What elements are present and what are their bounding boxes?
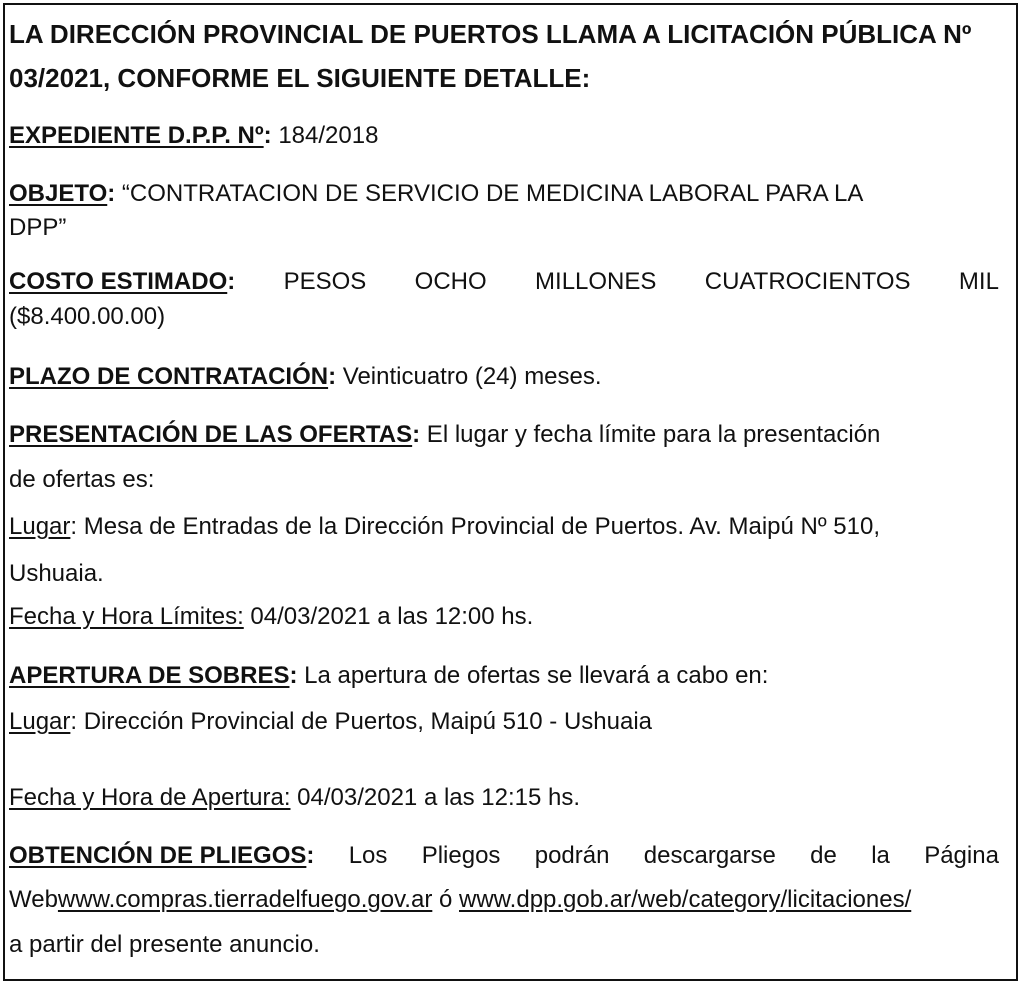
costo-word: PESOS — [283, 268, 367, 295]
presentacion-row — [9, 421, 880, 449]
plazo-sep: : — [328, 363, 337, 390]
notice-heading-line-2: 03/2021, CONFORME EL SIGUIENTE DETALLE: — [9, 63, 591, 93]
obtencion-word: podrán — [534, 842, 610, 869]
apertura-lugar-row — [9, 708, 652, 736]
apertura-label: APERTURA DE SOBRES — [9, 662, 290, 689]
obtencion-web-prefix: Web — [9, 886, 58, 913]
expediente-sep: : — [263, 122, 272, 149]
obtencion-word: Página — [924, 842, 999, 869]
obtencion-sep: : — [306, 842, 315, 869]
presentacion-lugar-label: Lugar — [9, 513, 71, 540]
presentacion-fecha-row — [9, 603, 533, 631]
presentacion-value-line-2: de ofertas es: — [9, 466, 155, 493]
obtencion-word: la — [871, 842, 890, 869]
compras-link[interactable]: www.compras.tierradelfuego.gov.ar — [57, 886, 433, 913]
obtencion-word: de — [810, 842, 837, 869]
presentacion-lugar-line-2: Ushuaia. — [9, 560, 104, 587]
presentacion-lugar-row — [9, 513, 880, 541]
costo-word: MIL — [958, 268, 999, 295]
apertura-fecha-label: Fecha y Hora de Apertura: — [9, 784, 291, 811]
plazo-row — [9, 363, 602, 391]
expediente-row — [9, 122, 378, 150]
obtencion-word: Los — [348, 842, 388, 869]
costo-label-group — [9, 268, 235, 296]
notice-heading-line-1: LA DIRECCIÓN PROVINCIAL DE PUERTOS LLAMA A LICITACIÓN PÚBLICA Nº — [9, 19, 972, 49]
costo-word: OCHO — [414, 268, 487, 295]
costo-word: CUATROCIENTOS — [704, 268, 911, 295]
costo-word: MILLONES — [535, 268, 657, 295]
expediente-value: 184/2018 — [278, 122, 379, 149]
apertura-lugar-label: Lugar — [9, 708, 71, 735]
dpp-licitaciones-link[interactable]: www.dpp.gob.ar/web/category/licitaciones/ — [459, 886, 912, 913]
costo-label: COSTO ESTIMADO — [9, 268, 228, 295]
obtencion-row — [9, 842, 999, 870]
presentacion-value-line-1: El lugar y fecha límite para la presentación — [420, 421, 881, 448]
apertura-fecha-value: 04/03/2021 a las 12:15 hs. — [290, 784, 581, 811]
presentacion-label: PRESENTACIÓN DE LAS OFERTAS — [9, 421, 413, 448]
obtencion-link-sep: ó — [432, 886, 459, 913]
expediente-label: EXPEDIENTE D.P.P. Nº — [9, 122, 264, 149]
objeto-value-line-2: DPP” — [9, 214, 67, 241]
objeto-label: OBJETO — [9, 180, 108, 207]
presentacion-sep: : — [412, 421, 421, 448]
obtencion-value-line-3: a partir del presente anuncio. — [9, 931, 320, 958]
plazo-value: Veinticuatro (24) meses. — [336, 363, 602, 390]
costo-row — [9, 268, 999, 296]
presentacion-lugar-line-1: : Mesa de Entradas de la Dirección Provincial de Puertos. Av. Maipú Nº 510, — [70, 513, 881, 540]
objeto-row — [9, 180, 863, 208]
obtencion-label-group — [9, 842, 314, 870]
plazo-label: PLAZO DE CONTRATACIÓN — [9, 363, 329, 390]
apertura-fecha-row — [9, 784, 580, 812]
apertura-sep: : — [289, 662, 298, 689]
obtencion-links-row — [9, 886, 911, 914]
apertura-value: La apertura de ofertas se llevará a cabo en: — [297, 662, 769, 689]
obtencion-label: OBTENCIÓN DE PLIEGOS — [9, 842, 307, 869]
objeto-value-line-1: “CONTRATACION DE SERVICIO DE MEDICINA LABORAL PARA LA — [121, 180, 864, 207]
presentacion-fecha-value: 04/03/2021 a las 12:00 hs. — [243, 603, 534, 630]
presentacion-fecha-label: Fecha y Hora Límites: — [9, 603, 244, 630]
apertura-row — [9, 662, 768, 690]
costo-value-line-2: ($8.400.00.00) — [9, 303, 166, 330]
obtencion-word: descargarse — [643, 842, 776, 869]
costo-sep: : — [227, 268, 236, 295]
apertura-lugar-value: : Dirección Provincial de Puertos, Maipú 510 - Ushuaia — [70, 708, 653, 735]
objeto-sep: : — [107, 180, 116, 207]
obtencion-word: Pliegos — [421, 842, 501, 869]
